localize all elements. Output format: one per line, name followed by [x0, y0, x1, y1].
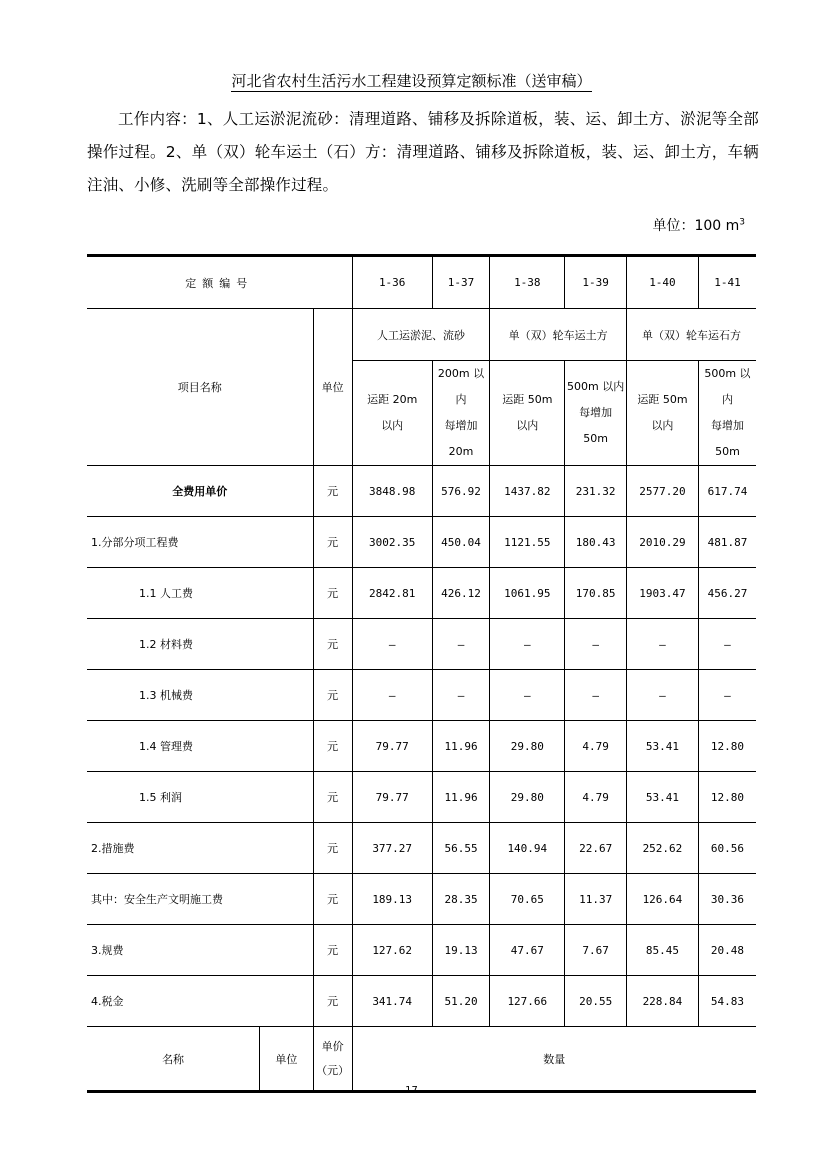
row-value: 20.48: [698, 925, 756, 976]
resource-unit-header: 单位: [260, 1027, 313, 1092]
row-value: –: [352, 670, 432, 721]
row-value: –: [565, 619, 627, 670]
row-value: 79.77: [352, 721, 432, 772]
row-value: 47.67: [490, 925, 565, 976]
subheader: 200m 以内 每增加 20m: [432, 361, 490, 466]
row-value: 341.74: [352, 976, 432, 1027]
row-label: 1.1 人工费: [87, 568, 313, 619]
unit-note: 单位：100 $m^3$: [652, 217, 745, 234]
row-value: 12.80: [698, 772, 756, 823]
table-row: [87, 517, 756, 568]
row-unit: 元: [313, 568, 352, 619]
row-value: 576.92: [432, 466, 490, 517]
row-label: 4.税金: [87, 976, 313, 1027]
resource-price-header: 单价 （元）: [313, 1027, 352, 1092]
subheader: 运距 50m 以内: [490, 361, 565, 466]
subheader: 500m 以内 每增加 50m: [565, 361, 627, 466]
row-label: 1.5 利润: [87, 772, 313, 823]
row-value: 126.64: [626, 874, 698, 925]
table-row: [87, 976, 756, 1027]
row-value: 252.62: [626, 823, 698, 874]
quota-code: 1-39: [565, 256, 627, 309]
row-value: 180.43: [565, 517, 627, 568]
row-value: 7.67: [565, 925, 627, 976]
row-value: 3848.98: [352, 466, 432, 517]
row-value: 30.36: [698, 874, 756, 925]
row-value: 617.74: [698, 466, 756, 517]
row-value: 11.37: [565, 874, 627, 925]
row-unit: 元: [313, 670, 352, 721]
row-value: 20.55: [565, 976, 627, 1027]
group-header: 人工运淤泥、流砂: [352, 309, 490, 361]
row-value: 53.41: [626, 721, 698, 772]
resource-quantity-header: 数量: [352, 1027, 756, 1092]
row-value: 85.45: [626, 925, 698, 976]
row-unit: 元: [313, 772, 352, 823]
quota-code: 1-36: [352, 256, 432, 309]
row-value: –: [352, 619, 432, 670]
row-value: 426.12: [432, 568, 490, 619]
row-value: 4.79: [565, 772, 627, 823]
subheader: 运距 50m 以内: [626, 361, 698, 466]
item-name-header: 项目名称: [87, 309, 313, 466]
work-content-paragraph: 工作内容：1、人工运淤泥流砂：清理道路、铺移及拆除道板，装、运、卸土方、淤泥等全部操作过程。2、单（双）轮车运土（石）方：清理道路、铺移及拆除道板，装、运、卸土方，车辆注油、小修、洗刷等全部操作过程。: [87, 110, 759, 194]
row-value: –: [565, 670, 627, 721]
row-value: 189.13: [352, 874, 432, 925]
row-label: 3.规费: [87, 925, 313, 976]
page-number: 17: [405, 1085, 418, 1096]
table-row: [87, 466, 756, 517]
row-value: –: [626, 619, 698, 670]
row-value: 60.56: [698, 823, 756, 874]
row-value: –: [698, 619, 756, 670]
quota-code: 1-38: [490, 256, 565, 309]
row-value: 11.96: [432, 721, 490, 772]
row-value: 228.84: [626, 976, 698, 1027]
row-unit: 元: [313, 721, 352, 772]
table-row: [87, 925, 756, 976]
row-value: 450.04: [432, 517, 490, 568]
quota-table: [87, 254, 756, 1093]
row-label: 其中：安全生产文明施工费: [87, 874, 313, 925]
row-value: 11.96: [432, 772, 490, 823]
row-value: –: [432, 619, 490, 670]
quota-code-label: 定额编号: [87, 256, 352, 309]
row-value: 1061.95: [490, 568, 565, 619]
row-value: 231.32: [565, 466, 627, 517]
row-value: 481.87: [698, 517, 756, 568]
row-value: 29.80: [490, 772, 565, 823]
row-value: –: [490, 670, 565, 721]
row-unit: 元: [313, 517, 352, 568]
subheader: 500m 以内 每增加 50m: [698, 361, 756, 466]
row-value: 2010.29: [626, 517, 698, 568]
row-unit: 元: [313, 619, 352, 670]
row-value: –: [490, 619, 565, 670]
table-row: [87, 772, 756, 823]
row-value: 12.80: [698, 721, 756, 772]
row-value: 3002.35: [352, 517, 432, 568]
table-row: [87, 619, 756, 670]
row-value: 127.66: [490, 976, 565, 1027]
row-value: 2577.20: [626, 466, 698, 517]
table-row: [87, 670, 756, 721]
unit-header: 单位: [313, 309, 352, 466]
row-value: 170.85: [565, 568, 627, 619]
row-value: 54.83: [698, 976, 756, 1027]
table-row: [87, 721, 756, 772]
row-label: 1.2 材料费: [87, 619, 313, 670]
row-value: 4.79: [565, 721, 627, 772]
row-value: 53.41: [626, 772, 698, 823]
table-row: [87, 874, 756, 925]
row-value: 56.55: [432, 823, 490, 874]
row-value: 79.77: [352, 772, 432, 823]
row-value: 28.35: [432, 874, 490, 925]
row-value: 51.20: [432, 976, 490, 1027]
group-header-row: [87, 309, 756, 361]
row-value: 377.27: [352, 823, 432, 874]
row-value: 127.62: [352, 925, 432, 976]
row-unit: 元: [313, 466, 352, 517]
row-unit: 元: [313, 823, 352, 874]
row-label: 1.3 机械费: [87, 670, 313, 721]
row-value: 29.80: [490, 721, 565, 772]
group-header: 单（双）轮车运石方: [626, 309, 756, 361]
table-row: [87, 823, 756, 874]
row-value: 456.27: [698, 568, 756, 619]
row-label: 全费用单价: [87, 466, 313, 517]
resource-header-row: [87, 1027, 756, 1092]
group-header: 单（双）轮车运土方: [490, 309, 627, 361]
row-value: 1121.55: [490, 517, 565, 568]
row-value: 140.94: [490, 823, 565, 874]
row-label: 1.分部分项工程费: [87, 517, 313, 568]
row-unit: 元: [313, 925, 352, 976]
quota-code: 1-37: [432, 256, 490, 309]
row-value: 22.67: [565, 823, 627, 874]
row-value: –: [698, 670, 756, 721]
subheader: 运距 20m 以内: [352, 361, 432, 466]
row-value: 2842.81: [352, 568, 432, 619]
row-value: –: [626, 670, 698, 721]
row-value: 19.13: [432, 925, 490, 976]
row-value: 70.65: [490, 874, 565, 925]
row-value: 1437.82: [490, 466, 565, 517]
quota-code: 1-41: [698, 256, 756, 309]
quota-code-row: [87, 256, 756, 309]
table-row: [87, 568, 756, 619]
row-label: 1.4 管理费: [87, 721, 313, 772]
row-label: 2.措施费: [87, 823, 313, 874]
row-unit: 元: [313, 976, 352, 1027]
document-title: 河北省农村生活污水工程建设预算定额标准（送审稿）: [231, 72, 592, 90]
row-unit: 元: [313, 874, 352, 925]
resource-name-header: 名称: [87, 1027, 260, 1092]
row-value: 1903.47: [626, 568, 698, 619]
quota-code: 1-40: [626, 256, 698, 309]
row-value: –: [432, 670, 490, 721]
